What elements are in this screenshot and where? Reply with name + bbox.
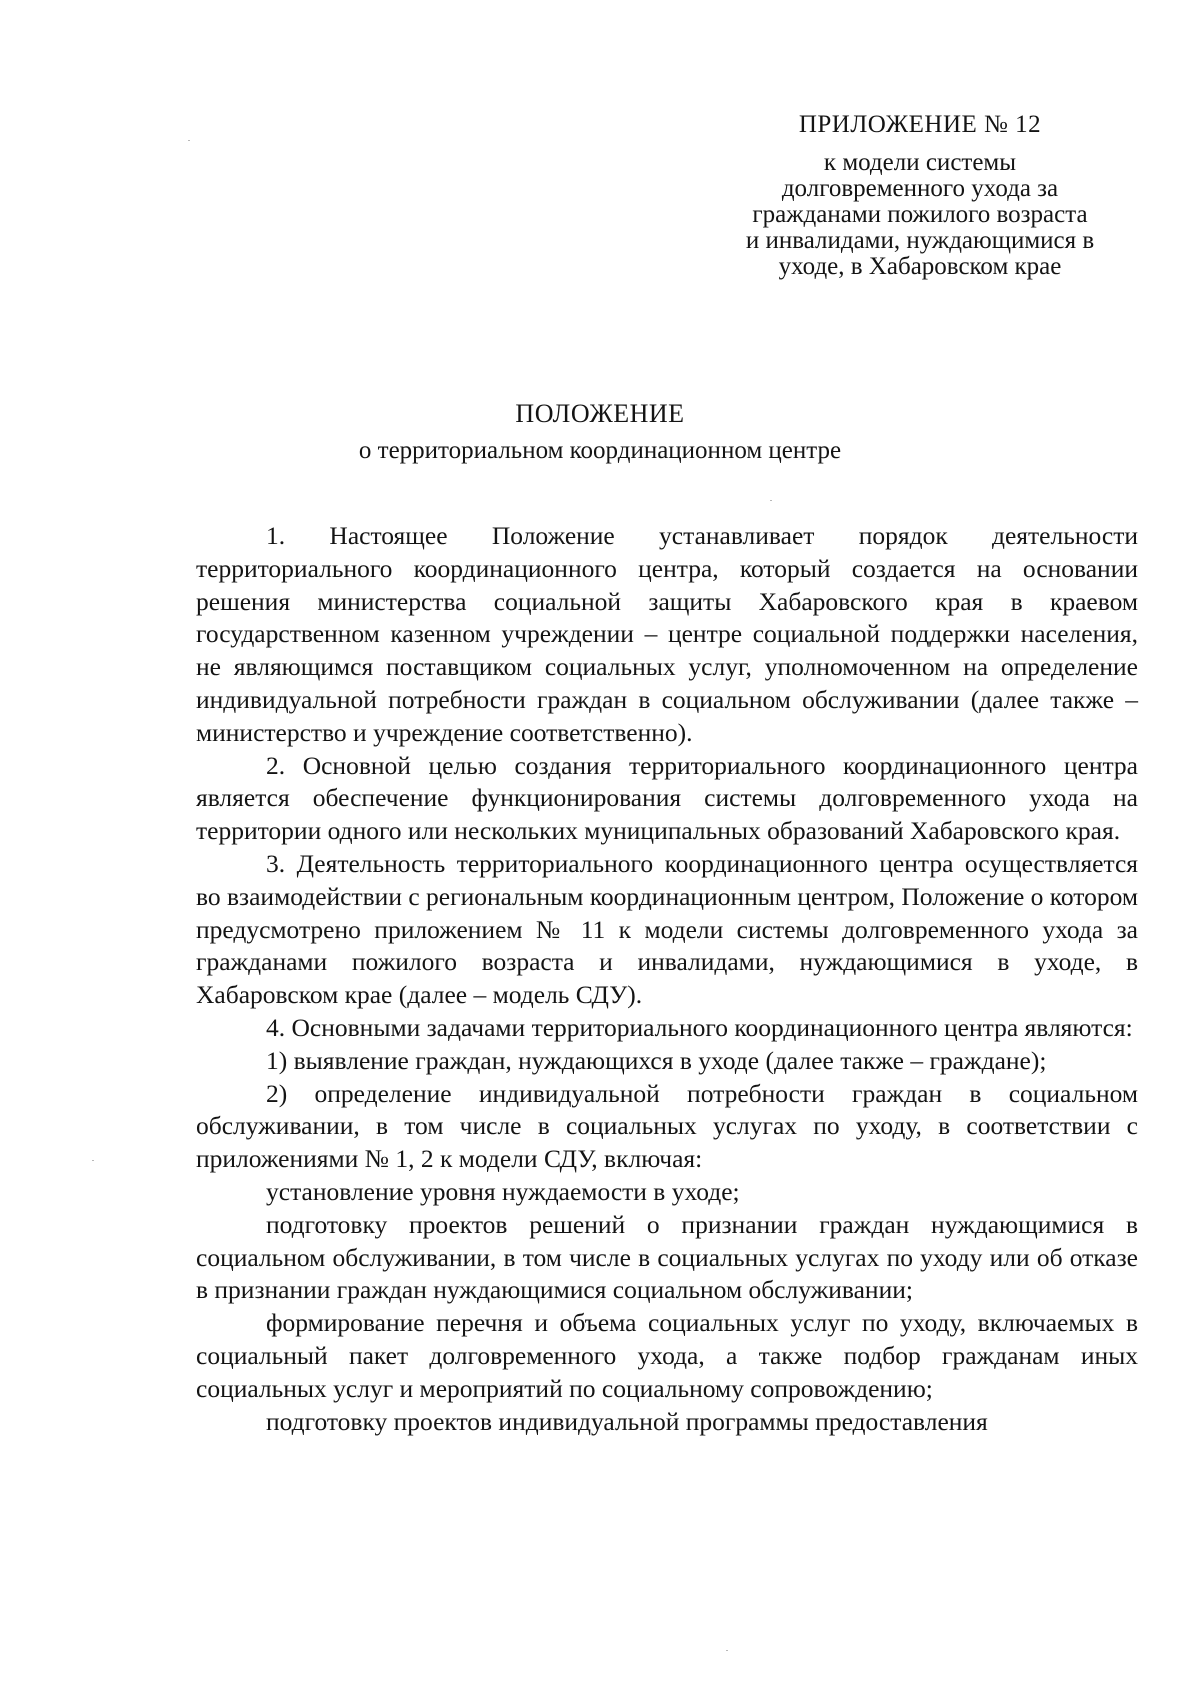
document-body [196, 520, 1138, 1438]
paragraph: установление уровня нуждаемости в уходе; [266, 1176, 740, 1206]
appendix-subtitle-line: и инвалидами, нуждающимися в [745, 227, 1095, 254]
scan-artifact [770, 500, 772, 501]
paragraph: подготовку проектов решений о признании граждан нуждающимися в социальном обслуживании, в том числе в социальных услугах по уходу или об отказе в признании граждан нуждающимися социальном обслуживании; [196, 1209, 1138, 1305]
paragraph: 4. Основными задачами территориального координационного центра являются: [266, 1012, 1133, 1042]
appendix-subtitle-line: долговременного ухода за [781, 175, 1059, 202]
paragraph: формирование перечня и объема социальных услуг по уходу, включаемых в социальный пакет долговременного ухода, а также подбор гражданам иных социальных услуг и мероприятий по социальному сопровождению; [196, 1308, 1138, 1403]
appendix-title: ПРИЛОЖЕНИЕ № 12 [798, 111, 1042, 138]
scan-artifact [726, 1650, 728, 1651]
paragraph: 2) определение индивидуальной потребности граждан в социальном обслуживании, в том числе в социальных услугах по уходу, в соответствии с приложениями № 1, 2 к модели СДУ, включая: [196, 1078, 1138, 1174]
paragraph: подготовку проектов индивидуальной программы предоставления [266, 1406, 988, 1436]
paragraph: 3. Деятельность территориального координационного центра осуществляется во взаимодействии с региональным координационным центром, Положение о котором предусмотрено приложением № 11 к модели системы долговременного ухода за гражданами пожилого возраста и инвалидами, нуждающимися в уходе, в Хабаровском крае (далее – модель СДУ). [196, 848, 1138, 1010]
paragraph: 1) выявление граждан, нуждающихся в уходе (далее также – граждане); [266, 1045, 1047, 1075]
paragraph: 2. Основной целью создания территориального координационного центра является обеспечение функционирования системы долговременного ухода на территории одного или нескольких муниципальных образований Хабаровского края. [196, 750, 1138, 846]
appendix-subtitle-line: гражданами пожилого возраста [752, 201, 1088, 228]
document-title: ПОЛОЖЕНИЕ [515, 399, 685, 428]
scan-artifact [188, 140, 190, 141]
scan-artifact [92, 1160, 94, 1161]
appendix-subtitle-line: уходе, в Хабаровском крае [778, 253, 1062, 280]
paragraph: 1. Настоящее Положение устанавливает порядок деятельности территориального координационного центра, который создается на основании решения министерства социальной защиты Хабаровского края в краевом государственном казенном учреждении – центре социальной поддержки населения, не являющимся поставщиком социальных услуг, уполномоченном на определение индивидуальной потребности граждан в социальном обслуживании (далее также – министерство и учреждение соответственно). [196, 521, 1138, 747]
appendix-subtitle-line: к модели системы [823, 149, 1017, 176]
document-subtitle: о территориальном координационном центре [358, 437, 842, 464]
appendix-header [720, 110, 1120, 280]
